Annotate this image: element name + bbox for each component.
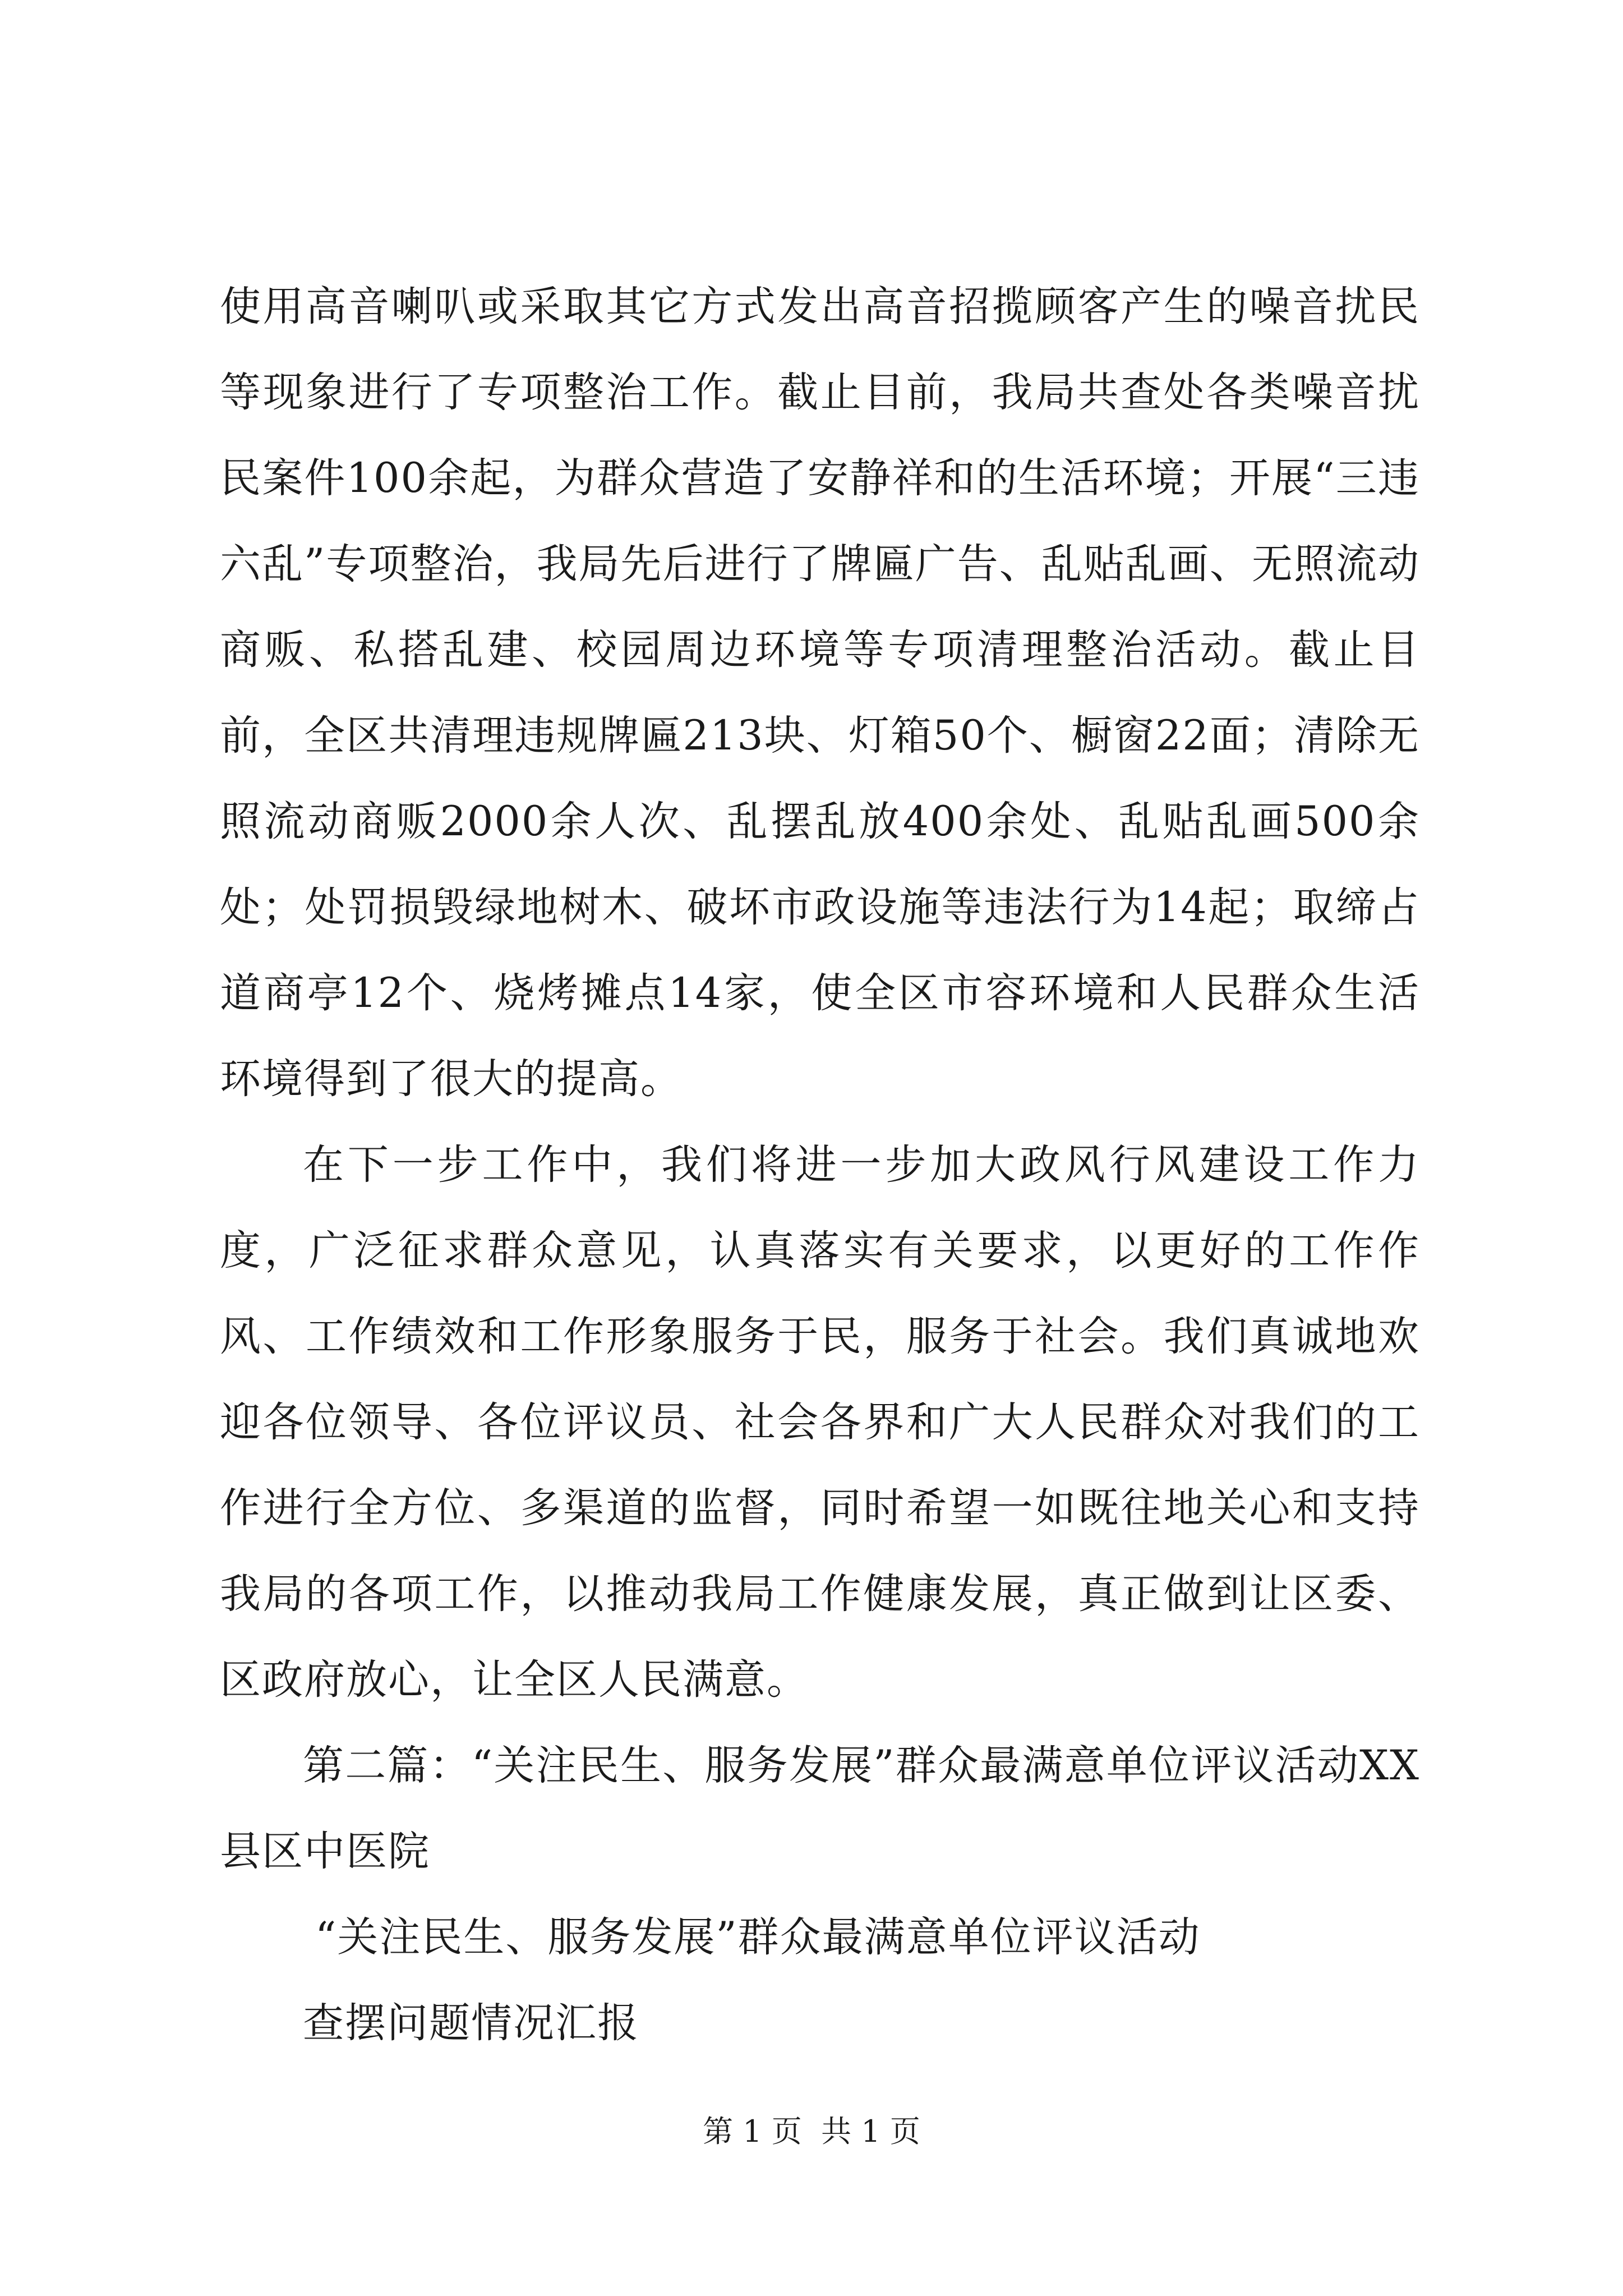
body-paragraph-1: 使用高音喇叭或采取其它方式发出高音招揽顾客产生的噪音扰民等现象进行了专项整治工作。截止目前，我局共查处各类噪音扰民案件100余起，为群众营造了安静祥和的生活环境；开展“三违六乱”专项整治，我局先后进行了牌匾广告、乱贴乱画、无照流动商贩、私搭乱建、校园周边环境等专项清理整治活动。截止目前，全区共清理违规牌匾213块、灯箱50个、橱窗22面；清除无照流动商贩2000余人次、乱摆乱放400余处、乱贴乱画500余处；处罚损毁绿地树木、破坏市政设施等违法行为14起；取缔占道商亭12个、烧烤摊点14家，使全区市容环境和人民群众生活环境得到了很大的提高。	[220, 283, 1420, 1103]
document-body	[220, 264, 1420, 2066]
page-footer: 第 1 页 共 1 页	[703, 2114, 920, 2149]
section-heading: 第二篇：“关注民生、服务发展”群众最满意单位评议活动XX县区中医院	[220, 1742, 1420, 1875]
report-title-line-1: “关注民生、服务发展”群众最满意单位评议活动	[315, 1913, 1201, 1961]
report-title-line-2: 查摆问题情况汇报	[303, 1999, 639, 2047]
body-paragraph-2: 在下一步工作中，我们将进一步加大政风行风建设工作力度，广泛征求群众意见，认真落实有关要求，以更好的工作作风、工作绩效和工作形象服务于民，服务于社会。我们真诚地欢迎各位领导、各位评议员、社会各界和广大人民群众对我们的工作进行全方位、多渠道的监督，同时希望一如既往地关心和支持我局的各项工作，以推动我局工作健康发展，真正做到让区委、区政府放心，让全区人民满意。	[220, 1141, 1420, 1704]
